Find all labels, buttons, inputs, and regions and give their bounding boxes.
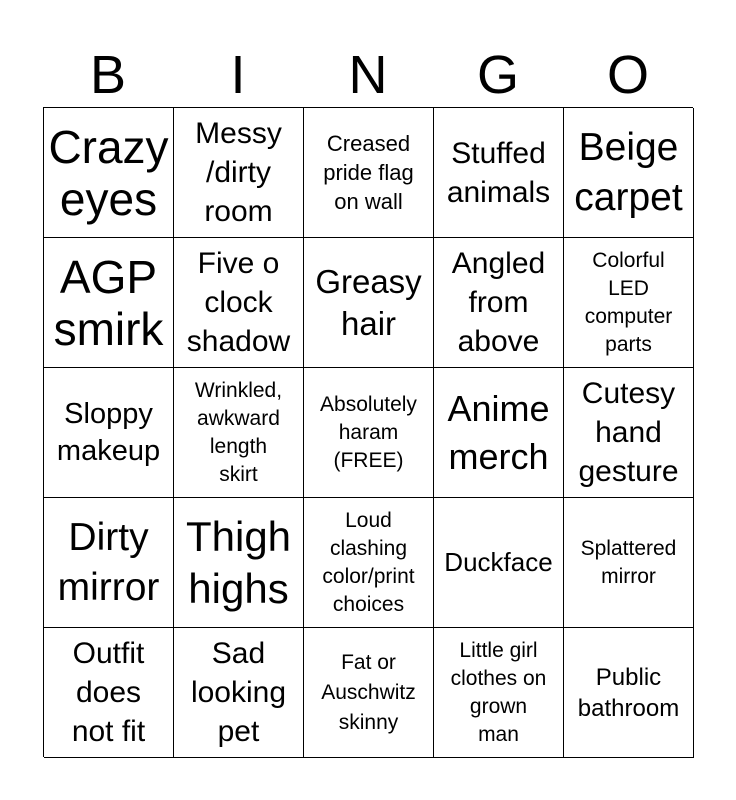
bingo-cell[interactable]: [174, 498, 304, 628]
bingo-cell[interactable]: [434, 628, 564, 758]
bingo-cell[interactable]: [304, 498, 434, 628]
bingo-cell[interactable]: [434, 368, 564, 498]
cell-text: Crazy eyes: [48, 120, 169, 225]
cell-text: Angled from above: [451, 247, 546, 358]
cell-text: Thigh highs: [185, 512, 292, 612]
bingo-board: [43, 107, 693, 757]
cell-text: Sad looking pet: [190, 637, 287, 748]
bingo-cell[interactable]: [434, 498, 564, 628]
bingo-cell[interactable]: [434, 238, 564, 368]
header-letter-o: O: [606, 45, 649, 105]
bingo-cell[interactable]: [44, 628, 174, 758]
cell-text: Duckface: [444, 547, 553, 577]
cell-text: Greasy hair: [315, 262, 422, 342]
bingo-cell[interactable]: [564, 628, 694, 758]
bingo-cell[interactable]: [564, 368, 694, 498]
bingo-cell[interactable]: [174, 368, 304, 498]
bingo-cell[interactable]: [44, 498, 174, 628]
bingo-cell[interactable]: [44, 108, 174, 238]
cell-text: Messy /dirty room: [195, 117, 282, 228]
cell-text: Fat or Auschwitz skinny: [321, 650, 416, 734]
cell-text: Colorful LED computer parts: [584, 248, 673, 356]
bingo-cell[interactable]: [564, 238, 694, 368]
cell-text: Sloppy makeup: [56, 397, 161, 467]
bingo-cell[interactable]: [174, 628, 304, 758]
header-letter-b: B: [89, 45, 127, 105]
cell-text: Splattered mirror: [580, 536, 677, 588]
cell-text: Five o clock shadow: [186, 247, 291, 358]
bingo-header: [43, 42, 693, 108]
header-letter-i: I: [230, 45, 246, 105]
cell-text: Wrinkled, awkward length skirt: [194, 378, 283, 486]
cell-text: Anime merch: [447, 387, 550, 477]
bingo-cell[interactable]: [44, 368, 174, 498]
bingo-cell[interactable]: [434, 108, 564, 238]
cell-text: Outfit does not fit: [71, 637, 146, 748]
bingo-cell[interactable]: [304, 368, 434, 498]
bingo-cell[interactable]: [304, 108, 434, 238]
bingo-cell[interactable]: [174, 108, 304, 238]
cell-text: Loud clashing color/print choices: [322, 508, 415, 616]
cell-text: Absolutely haram (FREE): [320, 392, 417, 472]
header-letter-n: N: [348, 45, 388, 105]
bingo-cell[interactable]: [304, 628, 434, 758]
bingo-cell[interactable]: [304, 238, 434, 368]
cell-text: AGP smirk: [53, 250, 164, 355]
cell-text: Public bathroom: [577, 663, 680, 722]
cell-text: Dirty mirror: [57, 515, 160, 609]
cell-text: Cutesy hand gesture: [578, 377, 679, 488]
bingo-cell[interactable]: [44, 238, 174, 368]
cell-text: Beige carpet: [574, 125, 683, 219]
cell-text: Creased pride flag on wall: [323, 131, 414, 214]
bingo-cell[interactable]: [174, 238, 304, 368]
bingo-cell[interactable]: [564, 108, 694, 238]
cell-text: Stuffed animals: [446, 136, 551, 209]
header-letter-g: G: [476, 45, 519, 105]
cell-text: Little girl clothes on grown man: [450, 638, 547, 746]
bingo-cell[interactable]: [564, 498, 694, 628]
